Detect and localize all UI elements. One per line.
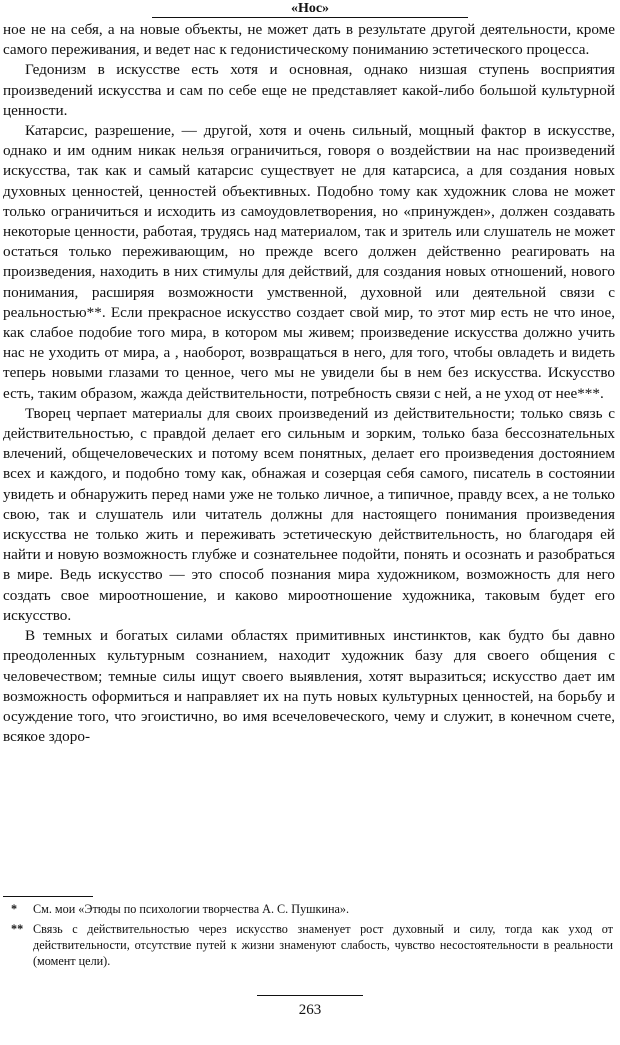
paragraph: Творец черпает материалы для своих произведений из действительности; только связь с действительностью, с правдой делает его сильным и зорким, только база бессознательных влечений, общечеловеческих и потому всем понятных, делает его произведения достоянием всех и каждого, и подобно тому как, обнажая и созерцая себя самого, писатель в состоянии увидеть и обнаружить перед нами уже не только личное, а типичное, правду всех, а не только свою, так и слушатель или читатель должны для настоящего понимания произведения искусства не только жить и переживать эстетическую действительность, но благодаря ей найти и новую возможность глубже и сознательнее подойти, понять и осознать и разобраться в мире. Ведь искусство — это способ познания мира художником, возможность для него создать свое мироотношение, и каково мироотношение художника, таковым будет его искусство. (3, 404, 615, 624)
footnote-text: Связь с действительностью через искусство знаменует рост духовный и силу, тогда как уход от действительности, отсутствие путей к жизни знаменуют слабость, чувство несостоятельности в реальности (момент цели). (33, 922, 613, 968)
footnote-mark: ** (11, 922, 24, 936)
paragraph: Катарсис, разрешение, — другой, хотя и очень сильный, мощный фактор в искусстве, однако и им одним никак нельзя ограничиться, говоря о воздействии на нас произведений искусства, так как и самый катарсис существует не для катарсиса, а для создания новых духовных ценностей, ценностей объективных. Подобно тому как художник слова не может только ограничиться и исходить из самоудовлетворения, но «принужден», должен создавать некоторые ценности, работая, трудясь над материалом, так и зритель или слушатель не может остаться только переживающим, но прежде всего должен действенно реагировать на произведения, находить в них стимулы для действий, для создания новых отношений, нового понимания, расширяя возможности умственной, духовной или деятельной связи с реальностью**. Если прекрасное искусство создает свой мир, то этот мир есть не что иное, как слабое подобие того мира, в котором мы живем; произведение искусства должно учить нас не уходить от мира, а , наоборот, возвращаться в него, для того, чтобы овладеть и видеть теперь новыми глазами то ценное, чего мы не увидели бы в нем без искусства. Искусство есть, таким образом, жажда действительности, потребность связи с ней, а не уход от нее***. (3, 122, 615, 402)
header-rule (152, 17, 468, 18)
footnote-rule (3, 896, 93, 897)
footnote (5, 921, 613, 969)
paragraph: ное не на себя, а на новые объекты, не может дать в результате другой деятельности, кроме самого переживания, и ведет нас к гедонистическому пониманию эстетического процесса. (3, 21, 615, 59)
footnote (5, 901, 613, 917)
footnote-text: См. мои «Этюды по психологии творчества А. С. Пушкина». (33, 902, 350, 916)
running-header: «Нос» (290, 1, 330, 16)
paragraph: Гедонизм в искусстве есть хотя и основная, однако низшая ступень восприятия произведений искусства и сам по себе еще не представляет какой-либо большой культурной ценности. (3, 61, 615, 119)
paragraph: В темных и богатых силами областях примитивных инстинктов, как будто бы давно преодоленных культурным сознанием, находит художник базу для своего общения с человечеством; темные силы ищут своего выявления, хотят выразиться; искусство дает им возможность оформиться и направляет их на путь новых культурных ценностей, на борьбу и осуждение того, что эгоистично, во имя всечеловеческого, чему и служит, в конечном счете, всякое здоро- (3, 627, 615, 746)
page-number-rule (257, 995, 363, 996)
footnote-mark: * (11, 902, 18, 916)
main-text (3, 20, 615, 747)
footnotes (5, 901, 613, 973)
page-number: 263 (298, 1002, 322, 1018)
